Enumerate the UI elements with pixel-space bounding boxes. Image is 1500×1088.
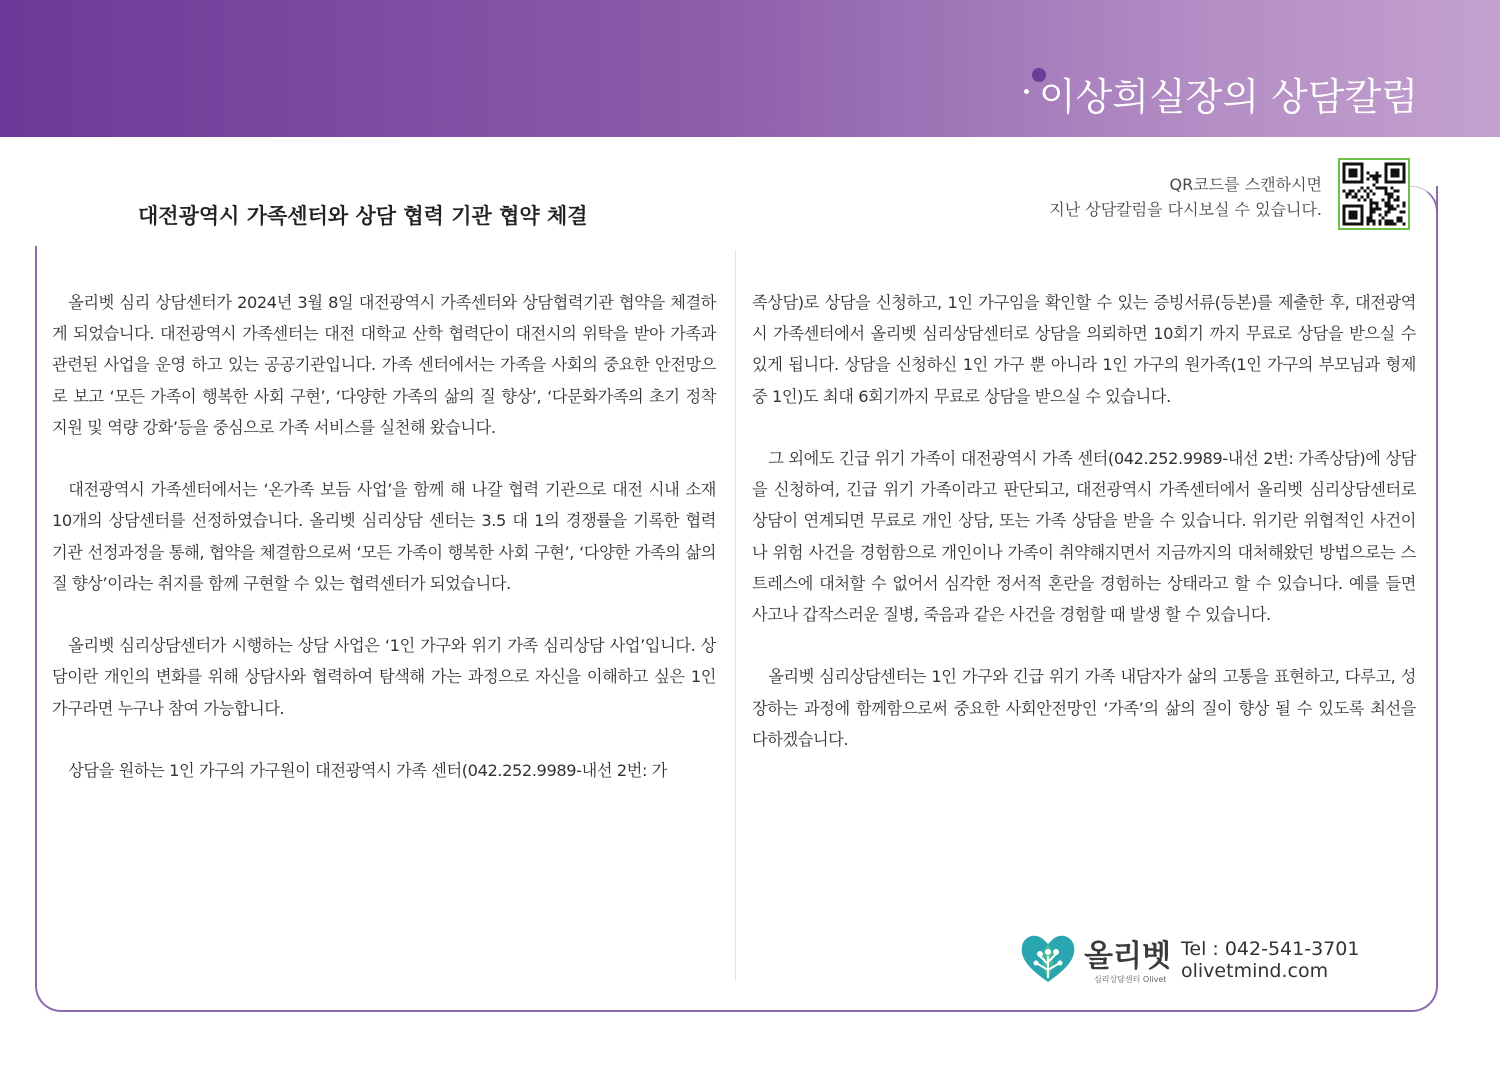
article-right-column bbox=[752, 287, 1416, 786]
article-title: 대전광역시 가족센터와 상담 협력 기관 협약 체결 bbox=[138, 204, 588, 228]
qr-code-pattern bbox=[1340, 160, 1408, 228]
paragraph: 대전광역시 가족센터에서는 ‘온가족 보듬 사업’을 함께 해 나갈 협력 기관으로 대전 시내 소재 10개의 상담센터를 선정하였습니다. 올리벳 심리상담 센터는 3.5 대 1의 경쟁률을 기록한 협력 기관 선정과정을 통해, 협약을 체결함으로써 ‘모든 가족이 행복한 사회 구현’, ‘다양한 가족의 삶의 질 향상’이라는 취지를 함께 구현할 수 있는 협력센터가 되었습니다. bbox=[52, 480, 716, 593]
logo-name: 올리벳 bbox=[1084, 939, 1171, 974]
qr-caption bbox=[1049, 172, 1322, 222]
header-banner bbox=[0, 0, 1500, 137]
frame-left-cap bbox=[30, 180, 42, 246]
article-left-column bbox=[52, 287, 716, 817]
website-link[interactable]: olivetmind.com bbox=[1181, 960, 1329, 982]
qr-code-icon[interactable] bbox=[1338, 158, 1410, 230]
paragraph: 올리벳 심리상담센터는 1인 가구와 긴급 위기 가족 내담자가 삶의 고통을 표현하고, 다루고, 성장하는 과정에 함께함으로써 중요한 사회안전망인 ‘가족’의 삶의 질이 향상 될 수 있도록 최선을 다하겠습니다. bbox=[752, 667, 1416, 749]
paragraph: 족상담)로 상담을 신청하고, 1인 가구임을 확인할 수 있는 증빙서류(등본)를 제출한 후, 대전광역시 가족센터에서 올리벳 심리상담센터로 상담을 의뢰하면 10회기 까지 무료로 상담을 받으실 수 있게 됩니다. 상담을 신청하신 1인 가구 뿐 아니라 1인 가구의 원가족(1인 가구의 부모님과 형제 중 1인)도 최대 6회기까지 무료로 상담을 받으실 수 있습니다. bbox=[752, 293, 1416, 406]
contact-info bbox=[1181, 938, 1359, 982]
qr-caption-line-1: QR코드를 스캔하시면 bbox=[1169, 175, 1322, 194]
column-series-title: 이상희실장의 상담칼럼 bbox=[1038, 75, 1418, 119]
paragraph: 그 외에도 긴급 위기 가족이 대전광역시 가족 센터(042.252.9989-내선 2번: 가족상담)에 상담을 신청하여, 긴급 위기 가족이라고 판단되고, 대전광역시 가족센터에서 올리벳 심리상담센터로 상담이 연계되면 무료로 개인 상담, 또는 가족 상담을 받을 수 있습니다. 위기란 위협적인 사건이나 위험 사건을 경험함으로 개인이나 가족이 취약해지면서 지금까지의 대처해왔던 방법으로는 스트레스에 대처할 수 없어서 심각한 정서적 혼란을 경험하는 상태라고 할 수 있습니다. 예를 들면 사고나 갑작스러운 질병, 죽음과 같은 사건을 경험할 때 발생 할 수 있습니다. bbox=[752, 449, 1416, 625]
qr-caption-line-2: 지난 상담칼럼을 다시보실 수 있습니다. bbox=[1049, 200, 1322, 219]
paragraph: 올리벳 심리상담센터가 시행하는 상담 사업은 ‘1인 가구와 위기 가족 심리상담 사업’입니다. 상담이란 개인의 변화를 위해 상담사와 협력하여 탐색해 가는 과정으로 자신을 이해하고 싶은 1인 가구라면 누구나 참여 가능합니다. bbox=[52, 636, 716, 718]
header-bullet-icon bbox=[1024, 89, 1029, 94]
logo-subtitle: 심리상담센터 Olivet bbox=[1094, 975, 1167, 984]
olivet-tree-heart-icon bbox=[1018, 932, 1078, 984]
paragraph: 올리벳 심리 상담센터가 2024년 3월 8일 대전광역시 가족센터와 상담협력기관 협약을 체결하게 되었습니다. 대전광역시 가족센터는 대전 대학교 산학 협력단이 대전시의 위탁을 받아 가족과 관련된 사업을 운영 하고 있는 공공기관입니다. 가족 센터에서는 가족을 사회의 중요한 안전망으로 보고 ‘모든 가족이 행복한 사회 구현’, ‘다양한 가족의 삶의 질 향상’, ‘다문화가족의 초기 정착 지원 및 역량 강화’등을 중심으로 가족 서비스를 실천해 왔습니다. bbox=[52, 293, 716, 437]
paragraph: 상담을 원하는 1인 가구의 가구원이 대전광역시 가족 센터(042.252.9989-내선 2번: 가 bbox=[68, 761, 667, 780]
column-divider bbox=[735, 250, 736, 980]
phone-number: Tel : 042-541-3701 bbox=[1181, 938, 1360, 960]
